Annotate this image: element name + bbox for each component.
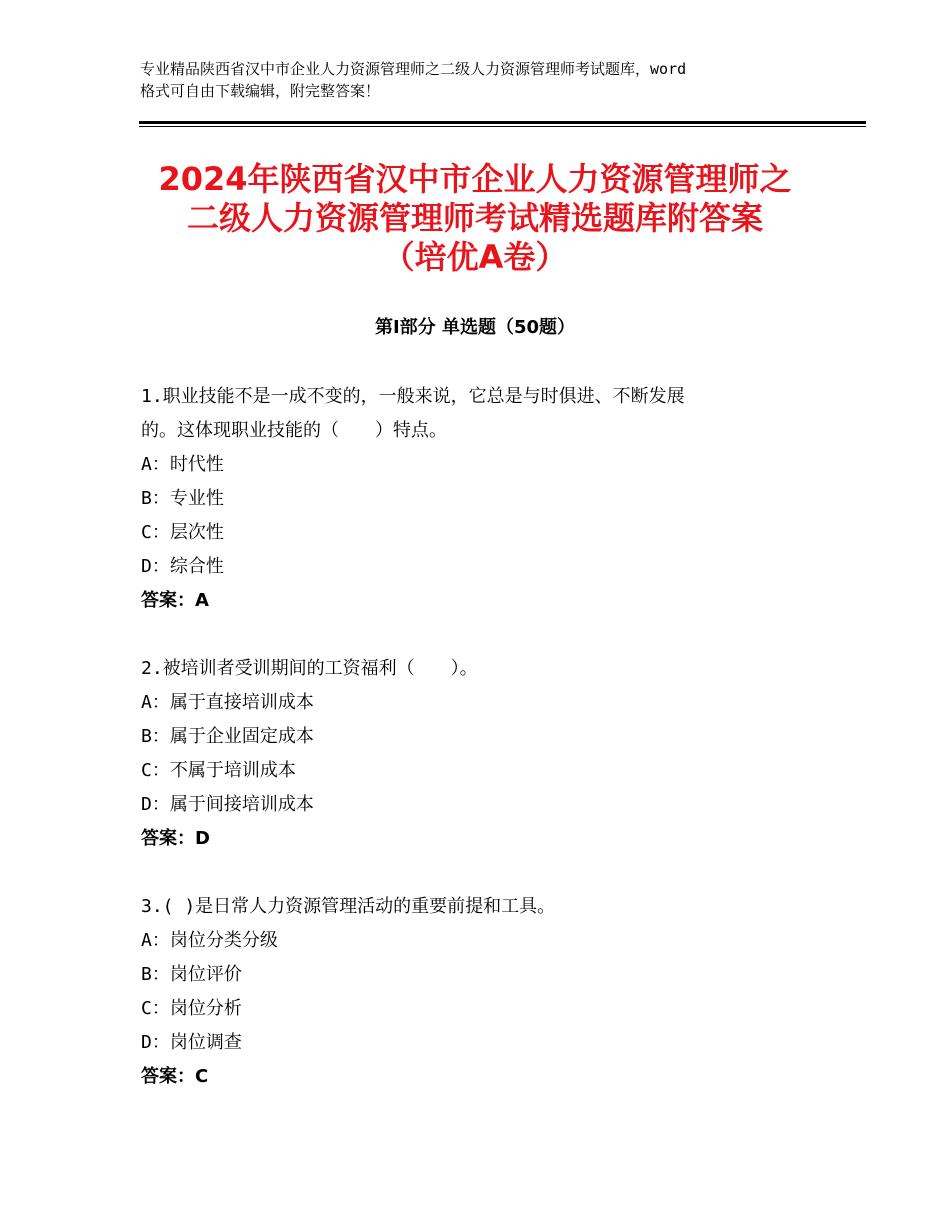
option-c: C：不属于培训成本	[141, 760, 296, 781]
header-note	[140, 58, 830, 102]
option-b: B：属于企业固定成本	[141, 726, 314, 747]
answer: 答案：C	[141, 1066, 209, 1087]
question-stem-line: 1.职业技能不是一成不变的，一般来说，它总是与时俱进、不断发展	[141, 386, 685, 407]
question-stem-line: 2.被培训者受训期间的工资福利（ ）。	[141, 658, 478, 679]
question-list	[141, 380, 821, 1128]
option-c: C：岗位分析	[141, 998, 242, 1019]
document-title	[100, 160, 850, 277]
header-note-line-2: 格式可自由下载编辑，附完整答案！	[140, 82, 381, 100]
option-b: B：岗位评价	[141, 964, 242, 985]
option-a: A：时代性	[141, 454, 224, 475]
answer: 答案：A	[141, 590, 209, 611]
answer: 答案：D	[141, 828, 210, 849]
option-c: C：层次性	[141, 522, 224, 543]
question-2	[141, 652, 821, 856]
option-d: D：岗位调查	[141, 1032, 242, 1053]
question-1	[141, 380, 821, 618]
option-a: A：岗位分类分级	[141, 930, 278, 951]
header-note-line-1: 专业精品陕西省汉中市企业人力资源管理师之二级人力资源管理师考试题库，word	[140, 60, 687, 78]
header-divider-thick	[139, 121, 866, 124]
document-title-line-1: 2024年陕西省汉中市企业人力资源管理师之	[158, 160, 792, 198]
header-divider-thin	[139, 126, 866, 127]
question-stem-line: 3.( )是日常人力资源管理活动的重要前提和工具。	[141, 896, 556, 917]
option-d: D：属于间接培训成本	[141, 794, 314, 815]
section-title: 第Ⅰ部分 单选题（50题）	[374, 317, 575, 338]
option-b: B：专业性	[141, 488, 224, 509]
option-a: A：属于直接培训成本	[141, 692, 314, 713]
question-stem-line: 的。这体现职业技能的（ ）特点。	[141, 420, 447, 441]
document-title-line-3: （培优A卷）	[382, 238, 568, 276]
document-title-line-2: 二级人力资源管理师考试精选题库附答案	[186, 199, 763, 237]
question-3	[141, 890, 821, 1094]
option-d: D：综合性	[141, 556, 224, 577]
